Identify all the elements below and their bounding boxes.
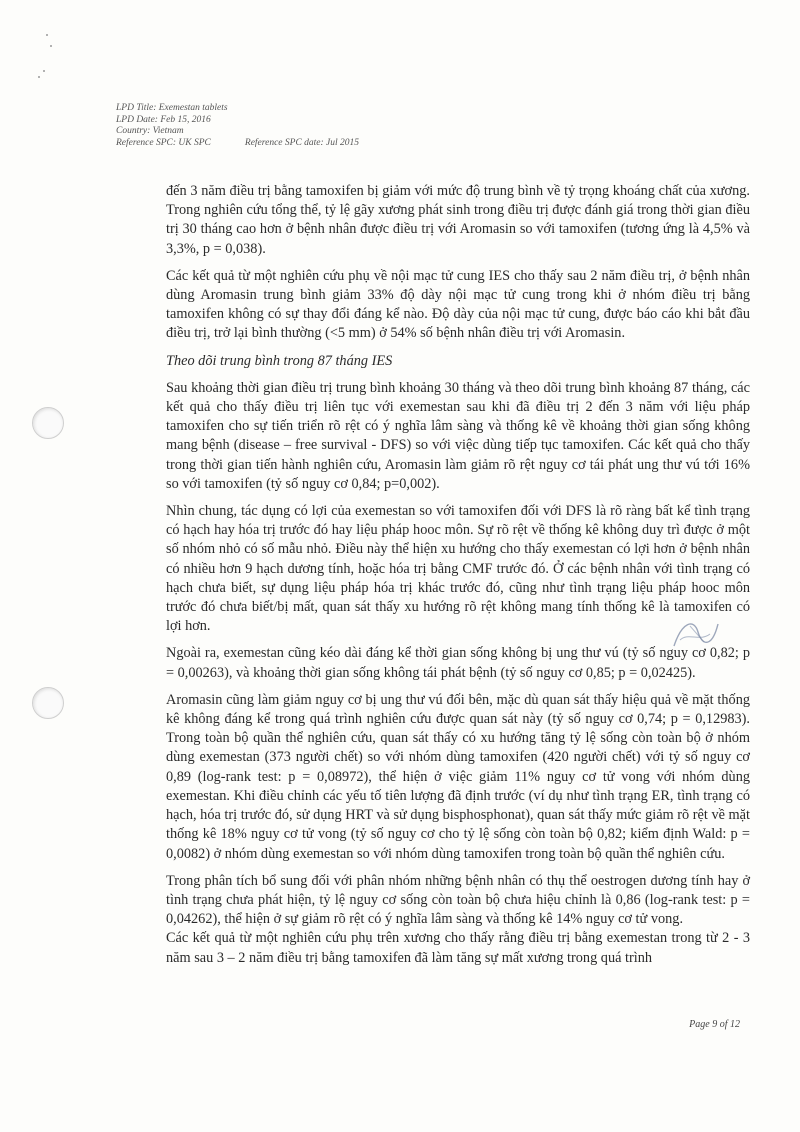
paragraph: đến 3 năm điều trị bằng tamoxifen bị giảm với mức độ trung bình về tỷ trọng khoáng chất của xương. Trong nghiên cứu tổng thể, tỷ lệ gãy xương phát sinh trong điều trị được đánh giá trong thời gian điều trị 30 tháng cao hơn ở bệnh nhân được điều trị với Aromasin so với tamoxifen (tương ứng là 4,5% và 3,3%, p = 0,038). (166, 183, 750, 257)
paragraph: Các kết quả từ một nghiên cứu phụ về nội mạc tử cung IES cho thấy sau 2 năm điều trị, ở bệnh nhân dùng Aromasin trung bình giảm 33% độ dày nội mạc tử cung trong khi ở nhóm điều trị bằng tamoxifen không có sự thay đổi đáng kể nào. Độ dày của nội mạc tử cung, được báo cáo khi bắt đầu điều trị, trở lại bình thường (<5 mm) ở 54% số bệnh nhân điều trị với Aromasin. (166, 267, 750, 342)
reference-spc: Reference SPC: UK SPC (116, 137, 211, 148)
paragraph: Các kết quả từ một nghiên cứu phụ trên xương cho thấy rằng điều trị bằng exemestan trong từ 2 - 3 năm sau 3 – 2 năm điều trị bằng tamoxifen đã làm tăng sự mất xương trong quá trình (166, 930, 750, 966)
scan-speck (46, 34, 48, 36)
reference-line (116, 138, 359, 150)
page-number: Page 9 of 12 (689, 1019, 740, 1030)
punch-hole (32, 687, 64, 719)
reference-spc-date: Reference SPC date: Jul 2015 (244, 137, 360, 148)
punch-hole (32, 407, 64, 439)
signature-mark (668, 612, 724, 656)
lpd-date: LPD Date: Feb 15, 2016 (116, 114, 211, 125)
country: Country: Vietnam (116, 126, 184, 137)
scan-speck (50, 45, 52, 47)
scan-speck (38, 76, 40, 78)
paragraph: Ngoài ra, exemestan cũng kéo dài đáng kể thời gian sống không bị ung thư vú (tỷ số nguy cơ 0,82; p = 0,00263), và khoảng thời gian sống không tái phát bệnh (tỷ số nguy cơ 0,85; p = 0,02425). (166, 645, 750, 681)
paragraph: Aromasin cũng làm giảm nguy cơ bị ung thư vú đối bên, mặc dù quan sát thấy hiệu quả về mặt thống kê không đáng kể trong quá trình nghiên cứu được quan sát này (tỷ số nguy cơ 0,74; p = 0,12983). Trong toàn bộ quần thể nghiên cứu, quan sát thấy có xu hướng tăng tỷ lệ sống còn toàn bộ ở nhóm dùng exemestan (373 người chết) so với nhóm dùng tamoxifen (420 người chết) với tỷ số nguy cơ 0,89 (log-rank test: p = 0,08972), thể hiện ở việc giảm 11% nguy cơ tử vong với nhóm dùng exemestan. Khi điều chỉnh các yếu tố tiên lượng đã định trước (ví dụ như tình trạng ER, tình trạng có hạch, hóa trị trước đó, sử dụng HRT và sử dụng bisphosphonat), quan sát thấy mức giảm rõ rệt về mặt thống kê 18% nguy cơ tử vong (tỷ số nguy cơ cho tỷ lệ sống còn toàn bộ 0,82; kiểm định Wald: p = 0,0082) ở nhóm dùng exemestan so với nhóm dùng tamoxifen trong toàn bộ quần thể nghiên cứu. (166, 691, 750, 862)
document-body (166, 182, 750, 976)
scan-speck (43, 70, 45, 72)
lpd-title: LPD Title: Exemestan tablets (116, 103, 228, 113)
paragraph: Trong phân tích bổ sung đối với phân nhóm những bệnh nhân có thụ thể oestrogen dương tính hay ở tình trạng chưa phát hiện, tỷ lệ nguy cơ sống còn toàn bộ chưa hiệu chỉnh là 0,86 (log-rank test: p = 0,04262), thể hiện ở sự giảm rõ rệt có ý nghĩa lâm sàng và thống kê 14% nguy cơ tử vong. (166, 872, 750, 928)
document-header (116, 103, 359, 149)
section-subheading: Theo dõi trung bình trong 87 tháng IES (166, 352, 393, 369)
paragraph: Nhìn chung, tác dụng có lợi của exemestan so với tamoxifen đối với DFS là rõ ràng bất kể tình trạng có hạch hay hóa trị trước đó hay liệu pháp hooc môn. Sự rõ rệt về thống kê không duy trì được ở một số nhóm nhỏ có số mẫu nhỏ. Điều này thể hiện xu hướng cho thấy exemestan có lợi hơn ở bệnh nhân có nhiều hơn 9 hạch dương tính, hoặc hóa trị bằng CMF trước đó. Ở các bệnh nhân với tình trạng có hạch chưa biết, sự dụng liệu pháp hóa trị khác trước đó, cũng như tình trạng liệu pháp hooc môn trước đó chưa biết/bị mất, quan sát thấy xu hướng rõ rệt không mang tính thống kê là tamoxifen có lợi hơn. (166, 503, 750, 635)
paragraph: Sau khoảng thời gian điều trị trung bình khoảng 30 tháng và theo dõi trung bình khoảng 87 tháng, các kết quả cho thấy điều trị liên tục với exemestan sau khi đã điều trị 2 đến 3 năm với liệu pháp tamoxifen cho sự tiến triển rõ rệt có ý nghĩa lâm sàng và thống kê về khoảng thời gian sống không mang bệnh (disease – free survival - DFS) so với việc dùng tiếp tục tamoxifen. Các kết quả cho thấy trong thời gian tiến hành nghiên cứu, Aromasin làm giảm rõ rệt nguy cơ tái phát ung thư vú tới 16% so với tamoxifen (tỷ số nguy cơ 0,84; p=0,002). (166, 379, 750, 492)
